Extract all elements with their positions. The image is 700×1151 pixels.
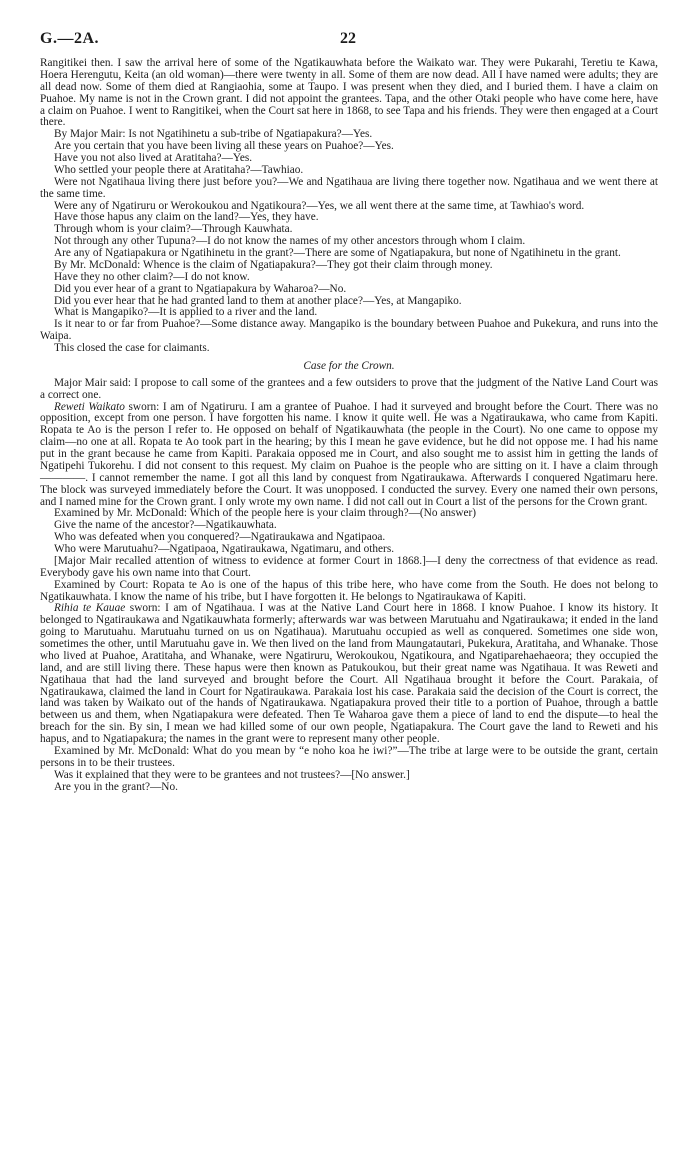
paragraph-text: Are you certain that you have been living all these years on Puahoe?—Yes. [54, 140, 394, 153]
paragraph [40, 782, 658, 794]
witness-name: Rihia te Kauae [54, 602, 126, 615]
paragraph-text: Examined by Court: Ropata te Ao is one of the hapus of this tribe here, who have come from the South. He does not belong to Ngatikauwhata. I know the name of his tribe, but I have forgotten it. He belongs to Ngatiraukawa of Kapiti. [40, 578, 658, 603]
paragraph-text: This closed the case for claimants. [54, 342, 210, 354]
paragraph-text: Major Mair said: I propose to call some of the grantees and a few outsiders to prove that the judgment of the Native Land Court was a correct one. [40, 376, 658, 401]
paragraph-text: Have those hapus any claim on the land?—Yes, they have. [54, 211, 319, 224]
paragraph-text: Are any of Ngatiapakura or Ngatihinetu in the grant?—There are some of Ngatiapakura, but none of Ngatihinetu in the grant. [54, 247, 621, 259]
paragraph [40, 402, 658, 509]
paragraph-text: Who was defeated when you conquered?—Ngatiraukawa and Ngatipaoa. [54, 531, 386, 544]
paragraph-text: sworn: I am of Ngatiruru. I am a grantee of Puahoe. I had it surveyed and brought before the Court. There was no opposition, except from one person. I have forgotten his name. I know it quite well. He was a Ngatiraukawa, who came from Kapiti. Ropata te Ao is the person I refer to. He opposed on behalf of Ngatikauwhata (the people in the Court). No one came to oppose my claim—no one at all. Ropata te Ao took part in the hearing; by this I mean he gave evidence, but he did not oppose me. I had his name put in the grant because he came from Kapiti. Parakaia opposed me in Court, and also sought me to assist him in getting the lands of Ngatipehi Tukorehu. I did not consent to this request. My claim on Puahoe is the people who are sitting on it. I have a claim through ————. I cannot remember the name. I got all this land by conquest from Ngatiraukawa. Afterwards I conquered Ngatimaru here. The block was surveyed immediately before the Court. It was unopposed. I conducted the survey. Every one named their own persons, and I named mine for the Crown grant. I only wrote my own name. I did not call out in Court a list of the persons for the Crown grant. [40, 400, 658, 508]
paragraph-text: By Mr. McDonald: Whence is the claim of Ngatiapakura?—They got their claim through money. [54, 258, 493, 271]
section-heading: Case for the Crown. [303, 359, 395, 372]
paragraph-text: Did you ever hear of a grant to Ngatiapakura by Waharoa?—No. [54, 282, 347, 295]
paragraph [40, 319, 658, 343]
paragraph-text: Were any of Ngatiruru or Werokoukou and Ngatikoura?—Yes, we all went there at the same time, at Tawhiao's word. [54, 199, 585, 212]
paragraph-text: Were not Ngatihaua living there just before you?—We and Ngatihaua are living there together now. Ngatihaua and we went there at the same time. [40, 175, 658, 200]
paragraph [40, 58, 658, 129]
paragraph [40, 556, 658, 580]
paragraph-text: sworn: I am of Ngatihaua. I was at the Native Land Court here in 1868. I know Puahoe. I know its history. It belonged to Ngatiraukawa and Ngatikauwhata formerly; afterwards war was between Marutuahu and Ngatiraukawa; it ended in the land going to Marutuahu. Marutuahu turned on us on Ngatihaua). Marutuahu occupied as well as conquered. Sometimes one side won, sometimes the other, until Marutuahu gave in. We then lived on the land from Maungatautari, Pukekura, Aratitaha, and Whanake. Those who lived at Puahoe, Aratitaha, and Whanake, were Ngatiruru, Werokoukou, Ngatikoura, and Ngatiparehaehaeora; they occupied the land, and are still living there. These hapus were then known as Patukoukou, but their great name was Ngatihaua. It was Reweti and Ngatihaua that had the land surveyed and brought before the Court. All Ngatihaua brought it before the Court. Parakaia, of Ngatiraukawa, claimed the land in Court for Ngatiraukawa. Parakaia lost his case. Parakaia said the decision of the Court is correct, the land was taken by Waikato out of the hands of Ngatiraukawa. Ngatiapakura proved their title to a portion of Puahoe, through a battle between us and them, when Ngatiapakura were defeated. Then Te Waharoa gave them a piece of land to end the dispute—to heal the breach for the sin. By sin, I mean we had killed some of our own people, Ngatiapakura. The Court gave the land to Reweti and his hapus, and to Ngatiapakura; the names in the grant were to represent many other people. [40, 602, 658, 745]
paragraph-text: Did you ever hear that he had granted land to them at another place?—Yes, at Mangapiko. [54, 294, 462, 307]
witness-name: Reweti Waikato [54, 400, 125, 413]
paragraph [40, 746, 658, 770]
paragraph [40, 378, 658, 402]
page-header [40, 30, 658, 52]
paragraph-text: By Major Mair: Is not Ngatihinetu a sub-tribe of Ngatiapakura?—Yes. [54, 128, 373, 141]
paragraph-text: [Major Mair recalled attention of witness to evidence at former Court in 1868.]—I deny the correctness of that evidence as read. Everybody gave his own name into that Court. [40, 554, 658, 579]
paragraph-text: Have they no other claim?—I do not know. [54, 270, 250, 283]
paragraph [40, 343, 658, 355]
claimants-evidence [40, 58, 658, 355]
document-reference: G.—2A. [40, 30, 99, 47]
document-body [40, 58, 658, 793]
paragraph-text: Is it near to or far from Puahoe?—Some distance away. Mangapiko is the boundary between Puahoe and Pukekura, and runs into the Waipa. [40, 318, 658, 343]
paragraph [40, 580, 658, 604]
page-number: 22 [340, 30, 356, 47]
paragraph-text: Give the name of the ancestor?—Ngatikauwhata. [54, 519, 277, 532]
paragraph-text: Are you in the grant?—No. [54, 780, 178, 793]
paragraph [40, 603, 658, 746]
paragraph-text: Rangitikei then. I saw the arrival here of some of the Ngatikauwhata before the Waikato war. They were Pukarahi, Teretiu te Kawa, Hoera Herengutu, Keita (an old woman)—there were twenty in all. Some of them are now dead. All I have named were adults; they are all dead now. Some of them died at Rangiaohia, some at Taupo. I was present when they died, and I buried them. I have a claim on Puahoe. My name is not in the Crown grant. I did not appoint the grantees. Tapa, and the other Otaki people who have come here, have a claim on Puahoe. I went to Rangitikei, when the Court sat here in 1868, to see Tapa and his friends. They were then engaged at a Court there. [40, 57, 658, 129]
paragraph-text: Was it explained that they were to be grantees and not trustees?—[No answer.] [54, 768, 410, 781]
paragraph-text: Who were Marutuahu?—Ngatipaoa, Ngatiraukawa, Ngatimaru, and others. [54, 543, 395, 555]
paragraph [40, 177, 658, 201]
paragraph-text: Examined by Mr. McDonald: Which of the people here is your claim through?—(No answer) [54, 507, 477, 520]
paragraph-text: Who settled your people there at Aratitaha?—Tawhiao. [54, 163, 304, 176]
paragraph-text: Have you not also lived at Aratitaha?—Yes. [54, 152, 253, 164]
paragraph-text: Through whom is your claim?—Through Kauwhata. [54, 223, 293, 236]
paragraph-text: Not through any other Tupuna?—I do not know the names of my other ancestors through whom I claim. [54, 235, 526, 248]
paragraph-text: What is Mangapiko?—It is applied to a river and the land. [54, 306, 318, 319]
paragraph-text: Examined by Mr. McDonald: What do you mean by “e noho koa he iwi?”—The tribe at large were to be outside the grant, certain persons in to be their trustees. [40, 744, 658, 769]
crown-evidence [40, 378, 658, 794]
